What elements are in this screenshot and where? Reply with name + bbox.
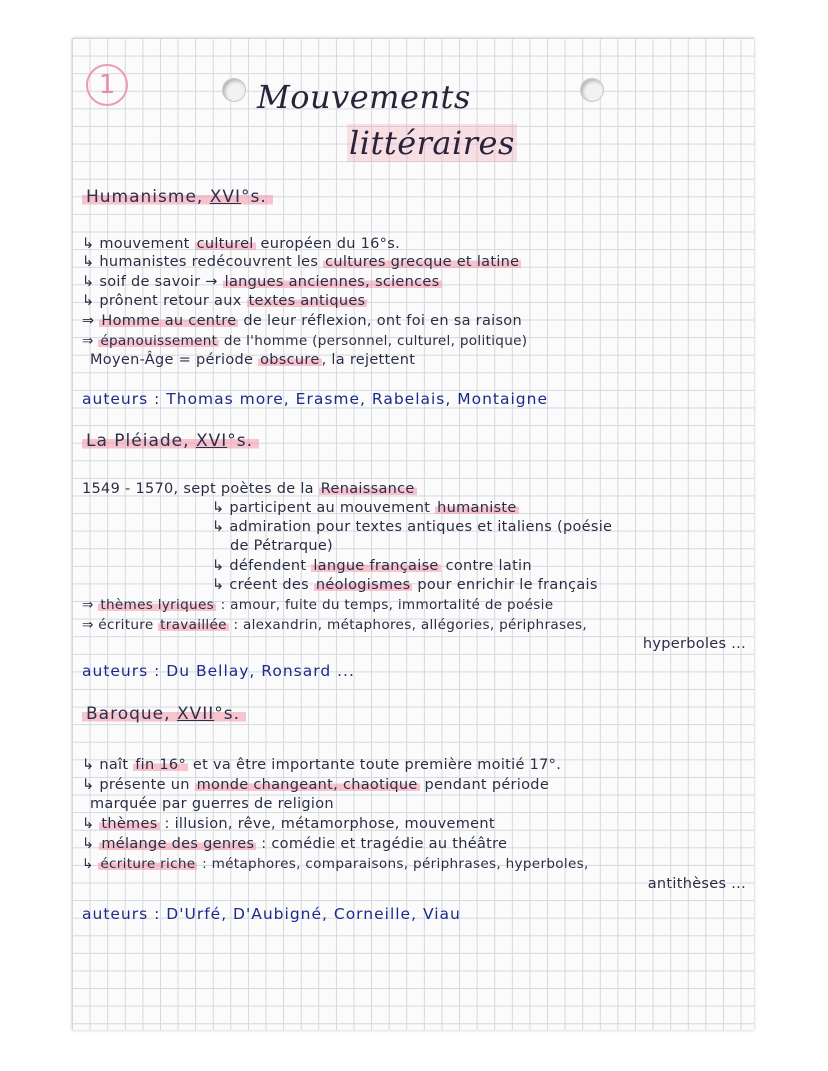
section-heading-baroque: Baroque, XVII°s.: [82, 705, 246, 723]
note-line: ↳ thèmes : illusion, rêve, métamorphose, mouvement: [82, 816, 495, 832]
punch-hole: [580, 78, 604, 102]
punch-hole: [222, 78, 246, 102]
note-line: ↳ soif de savoir → langues anciennes, sciences: [82, 274, 440, 290]
section-heading-pleiade: La Pléiade, XVI°s.: [82, 432, 259, 450]
note-line: ⇒ écriture travaillée : alexandrin, métaphores, allégories, périphrases,: [82, 617, 588, 633]
page-number: 1: [86, 64, 128, 106]
note-line: ↳ mélange des genres : comédie et tragédie au théâtre: [82, 836, 508, 852]
note-line: ↳ créent des néologismes pour enrichir le français: [212, 577, 598, 593]
note-line: ↳ présente un monde changeant, chaotique pendant période: [82, 777, 550, 793]
note-line: ↳ défendent langue française contre latin: [212, 558, 532, 574]
notebook-page: [72, 38, 754, 1030]
note-line: ↳ naît fin 16° et va être importante toute première moitié 17°.: [82, 757, 562, 773]
note-line: antithèses ...: [647, 876, 746, 892]
note-line: ⇒ thèmes lyriques : amour, fuite du temps, immortalité de poésie: [82, 597, 554, 613]
note-line: 1549 - 1570, sept poètes de la Renaissance: [82, 481, 415, 497]
section-heading-humanisme: Humanisme, XVI°s.: [82, 188, 273, 206]
note-line: ↳ participent au mouvement humaniste: [212, 500, 517, 516]
authors-humanisme: auteurs : Thomas more, Erasme, Rabelais, Montaigne: [82, 390, 548, 408]
authors-pleiade: auteurs : Du Bellay, Ronsard ...: [82, 662, 355, 680]
note-line: ↳ admiration pour textes antiques et italiens (poésie: [212, 519, 613, 535]
note-line: Moyen-Âge = période obscure , la rejettent: [90, 352, 416, 368]
note-line: ↳ humanistes redécouvrent les cultures grecque et latine: [82, 254, 520, 270]
note-line: ↳ mouvement culturel européen du 16°s.: [82, 236, 400, 252]
page-title-line2: [347, 124, 517, 162]
note-line: ⇒ Homme au centre de leur réflexion, ont foi en sa raison: [82, 313, 522, 329]
note-line: ↳ écriture riche : métaphores, comparaisons, périphrases, hyperboles,: [82, 856, 589, 872]
note-line: hyperboles ...: [642, 636, 746, 652]
note-line: de Pétrarque): [230, 538, 333, 554]
note-line: ↳ prônent retour aux textes antiques: [82, 293, 366, 309]
title-line2-text: littéraires: [349, 124, 515, 162]
page-title-line1: Mouvements: [257, 78, 471, 116]
note-line: marquée par guerres de religion: [90, 796, 334, 812]
note-line: ⇒ épanouissement de l'homme (personnel, culturel, politique): [82, 333, 528, 349]
authors-baroque: auteurs : D'Urfé, D'Aubigné, Corneille, Viau: [82, 905, 461, 923]
